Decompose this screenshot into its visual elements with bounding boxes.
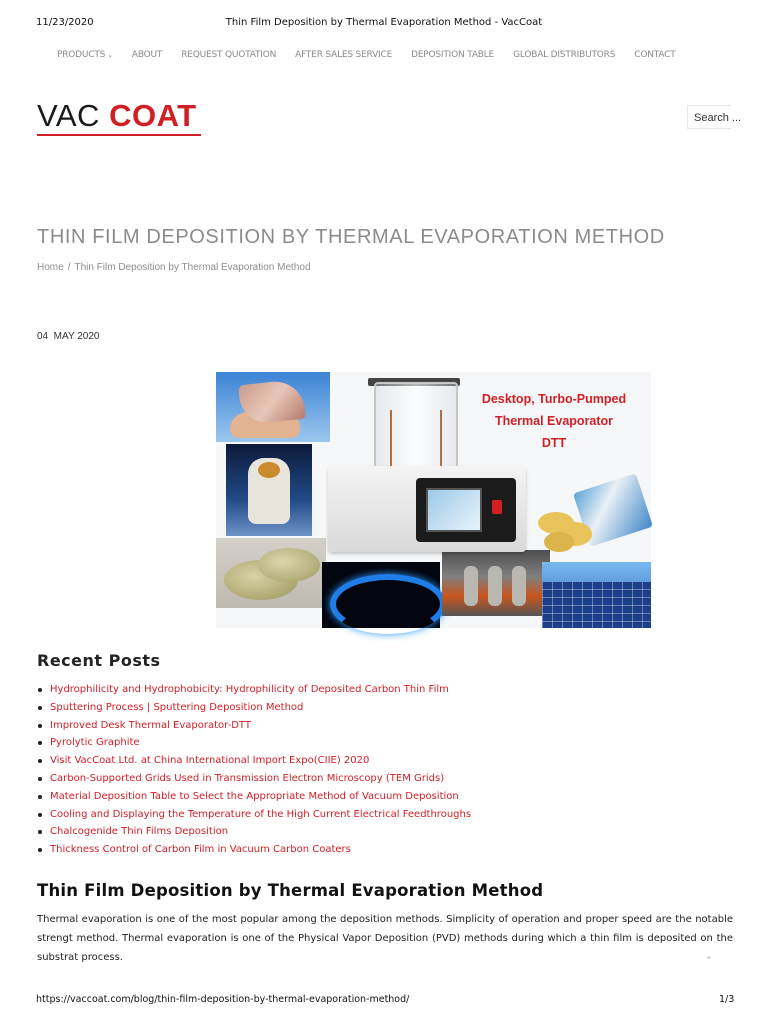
print-page-number: 1/3 — [719, 994, 735, 1005]
list-item — [37, 682, 471, 700]
recent-post-link[interactable]: Visit VacCoat Ltd. at China International Import Expo(CIIE) 2020 — [50, 755, 370, 767]
page-title: THIN FILM DEPOSITION BY THERMAL EVAPORATION METHOD — [37, 226, 665, 248]
nav-item-contact[interactable]: CONTACT — [634, 50, 676, 60]
print-page-title: Thin Film Deposition by Thermal Evaporation Method - VacCoat — [225, 17, 543, 28]
nav-item-deposition-table[interactable]: DEPOSITION TABLE — [411, 50, 495, 60]
vaccoat-logo[interactable] — [37, 98, 203, 138]
recent-post-link[interactable]: Pyrolytic Graphite — [50, 737, 140, 749]
list-item — [37, 753, 471, 771]
chips-bag-photo — [532, 476, 651, 560]
article-body — [37, 910, 733, 970]
main-nav — [57, 50, 695, 64]
nav-item-products[interactable] — [57, 50, 113, 64]
hero-caption-line: Thermal Evaporator — [494, 414, 614, 428]
recent-post-link[interactable]: Sputtering Process | Sputtering Deposition Method — [50, 701, 304, 713]
list-item — [37, 789, 471, 807]
hero-image — [216, 372, 651, 628]
logo-underline — [37, 134, 201, 136]
nav-item-global-distributors[interactable]: GLOBAL DISTRIBUTORS — [513, 50, 616, 60]
recent-post-link[interactable]: Chalcogenide Thin Films Deposition — [50, 826, 229, 838]
article-paragraph: Thermal evaporation is one of the most popular among the deposition methods. Simplicity of operation and proper speed are the notable strengt method. Thermal evaporation is one of the Physical Vapor Deposition (PVD) methods during which a thin film is deposited on the substrat process. — [37, 914, 733, 963]
breadcrumb-current: Thin Film Deposition by Thermal Evaporation Method — [74, 262, 311, 273]
recent-post-link[interactable]: Carbon-Supported Grids Used in Transmission Electron Microscopy (TEM Grids) — [50, 772, 445, 784]
recent-post-link[interactable]: Thickness Control of Carbon Film in Vacuum Carbon Coaters — [50, 844, 351, 856]
list-item — [37, 807, 471, 825]
recent-posts-heading: Recent Posts — [37, 651, 161, 670]
list-item — [37, 842, 471, 860]
solar-panel-photo — [542, 562, 651, 628]
nav-item-after-sales-service[interactable]: AFTER SALES SERVICE — [295, 50, 393, 60]
logo-coat-text: COAT — [109, 98, 197, 133]
blue-glow-photo — [322, 562, 440, 628]
recent-post-link[interactable]: Improved Desk Thermal Evaporator-DTT — [50, 719, 251, 731]
print-date: 11/23/2020 — [36, 17, 94, 28]
chevron-up-icon[interactable]: ⌃ — [705, 956, 713, 966]
hero-caption-line: Desktop, Turbo-Pumped — [481, 392, 627, 406]
list-item — [37, 718, 471, 736]
nav-item-label: PRODUCTS — [57, 50, 106, 60]
list-item — [37, 700, 471, 718]
recent-posts-list — [37, 682, 471, 860]
post-date: 04 MAY 2020 — [37, 331, 100, 342]
nav-item-about[interactable]: ABOUT — [131, 50, 163, 60]
list-item — [37, 735, 471, 753]
hero-caption-line: DTT — [541, 436, 567, 450]
search-input[interactable]: Search ... — [687, 105, 731, 129]
recent-post-link[interactable]: Material Deposition Table to Select the Appropriate Method of Vacuum Deposition — [50, 790, 459, 802]
breadcrumb — [37, 262, 311, 273]
list-item — [37, 824, 471, 842]
astronaut-photo — [226, 444, 312, 536]
breadcrumb-separator: / — [67, 262, 71, 273]
breadcrumb-home-link[interactable]: Home — [37, 262, 64, 273]
recent-post-link[interactable]: Cooling and Displaying the Temperature of the High Current Electrical Feedthroughs — [50, 808, 472, 820]
print-url: https://vaccoat.com/blog/thin-film-deposition-by-thermal-evaporation-method/ — [36, 994, 410, 1005]
coated-discs-photo — [216, 538, 326, 608]
hero-caption — [474, 388, 634, 454]
copper-sheet-photo — [216, 372, 330, 442]
chevron-down-icon: ⌄ — [107, 51, 113, 59]
article-title: Thin Film Deposition by Thermal Evaporation Method — [37, 881, 544, 900]
nav-item-request-quotation[interactable]: REQUEST QUOTATION — [181, 50, 277, 60]
logo-vac-text: VAC — [37, 98, 100, 133]
list-item — [37, 771, 471, 789]
recent-post-link[interactable]: Hydrophilicity and Hydrophobicity: Hydrophilicity of Deposited Carbon Thin Film — [50, 684, 449, 695]
